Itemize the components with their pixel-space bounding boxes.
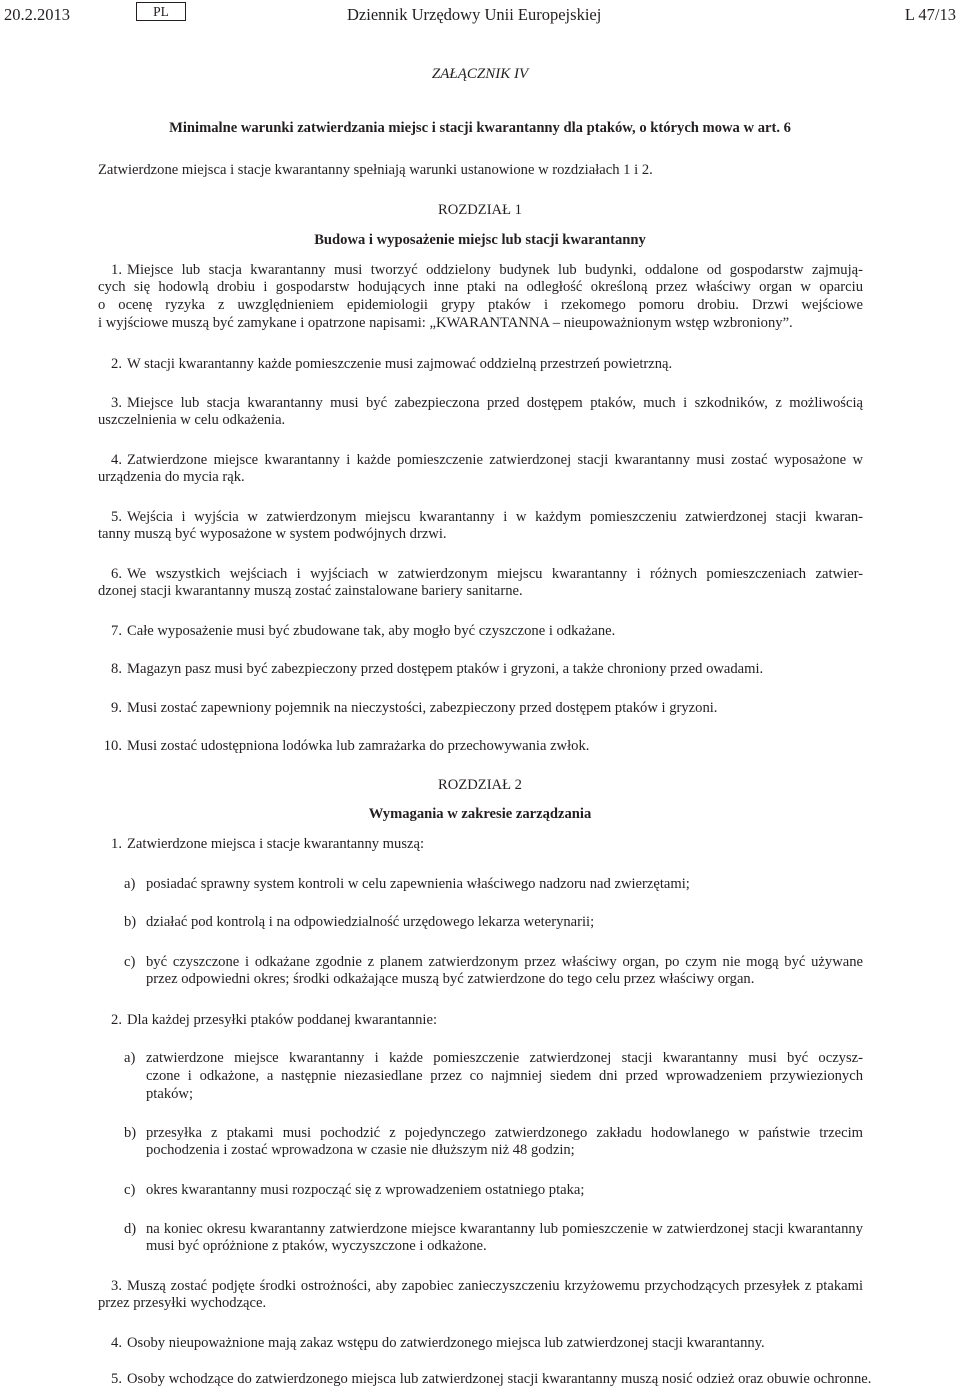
- ch1-point-3-text: Miejsce lub stacja kwarantanny musi być zabezpieczona przed dostępem ptaków, much i szkodników, z możliwością uszczelnienia w celu odkażenia.: [98, 395, 863, 429]
- ch2-p1-c-text: być czyszczone i odkażane zgodnie z planem zatwierdzonym przez właściwy organ, po czym nie mogą być używane przez odpowiedni okres; środki odkażające muszą być zatwierdzone do tego celu przez właściwy organ.: [146, 954, 863, 988]
- ch2-point-3-text: Muszą zostać podjęte środki ostrożności, aby zapobiec zanieczyszczeniu krzyżowemu przychodzących przesyłek z ptakami przez przesyłki wychodzące.: [98, 1278, 863, 1312]
- annex-title: Minimalne warunki zatwierdzania miejsc i stacji kwarantanny dla ptaków, o których mowa w art. 6: [169, 120, 791, 136]
- ch2-p1-a-label: a): [124, 876, 136, 892]
- ch2-p1-c-label: c): [124, 954, 136, 970]
- language-badge: PL: [136, 2, 186, 21]
- ch1-point-10-text: Musi zostać udostępniona lodówka lub zamrażarka do przechowywania zwłok.: [127, 738, 590, 754]
- ch1-point-8-number: 8.: [111, 661, 122, 677]
- ch2-point-4-number: 4.: [111, 1335, 122, 1351]
- ch1-point-4-number: 4.: [111, 452, 122, 468]
- chapter-1-heading: ROZDZIAŁ 1: [438, 202, 522, 218]
- ch1-point-2-text: W stacji kwarantanny każde pomieszczenie musi zajmować oddzielną przestrzeń powietrzną.: [127, 356, 673, 372]
- page-header: [0, 0, 960, 48]
- ch2-p2-c-label: c): [124, 1182, 136, 1198]
- ch1-p1-line-2: cych się hodowlą drobiu i gospodarstw hodujących inne ptaki na odległość określoną przez właściwy organ w oparciu: [98, 279, 863, 295]
- intro-text: Zatwierdzone miejsca i stacje kwarantanny spełniają warunki ustanowione w rozdziałach 1 i 2.: [98, 162, 653, 178]
- ch1-point-3-number: 3.: [111, 395, 122, 411]
- ch1-point-6-number: 6.: [111, 566, 122, 582]
- ch1-point-9-number: 9.: [111, 700, 122, 716]
- annex-label: ZAŁĄCZNIK IV: [431, 66, 529, 82]
- ch2-p1-b-text: działać pod kontrolą i na odpowiedzialność urzędowego lekarza weterynarii;: [146, 914, 595, 930]
- ch1-point-7-text: Całe wyposażenie musi być zbudowane tak, aby mogło być czyszczone i odkażane.: [127, 623, 616, 639]
- ch2-p1-b-label: b): [124, 914, 137, 930]
- ch2-p1-a-text: posiadać sprawny system kontroli w celu zapewnienia właściwego nadzoru nad zwierzętami;: [146, 876, 690, 892]
- publication-date: 20.2.2013: [4, 5, 70, 24]
- chapter-2-heading: ROZDZIAŁ 2: [438, 777, 522, 793]
- ch2-p2-d-label: d): [124, 1221, 137, 1237]
- ch2-p2-a-line-1: zatwierdzone miejsce kwarantanny i każde pomieszczenie zatwierdzonej stacji kwarantanny musi być oczysz-: [146, 1050, 863, 1066]
- ch1-point-6-line-2: dzonej stacji kwarantanny muszą zostać zainstalowane bariery sanitarne.: [98, 583, 523, 599]
- ch2-point-5-text: Osoby wchodzące do zatwierdzonego miejsca lub zatwierdzonej stacji kwarantanny muszą nosić odzież oraz obuwie ochronne.: [127, 1371, 872, 1387]
- ch2-p2-a-line-3: ptaków;: [146, 1086, 194, 1102]
- ch2-p2-d-text: na koniec okresu kwarantanny zatwierdzone miejsce kwarantanny lub pomieszczenie w zatwierdzonej stacji kwarantanny musi być opróżnione z ptaków, wyczyszczone i odkażone.: [146, 1221, 863, 1255]
- ch1-point-1-number: 1.: [111, 262, 122, 278]
- ch2-point-1-number: 1.: [111, 836, 122, 852]
- ch2-point-4-text: Osoby nieupoważnione mają zakaz wstępu do zatwierdzonego miejsca lub zatwierdzonej stacji kwarantanny.: [127, 1335, 765, 1351]
- ch2-p2-a-label: a): [124, 1050, 136, 1066]
- ch1-point-10-number: 10.: [103, 738, 122, 754]
- ch2-p2-b-label: b): [124, 1125, 137, 1141]
- ch1-point-7-number: 7.: [111, 623, 122, 639]
- ch2-p2-a-line-2: czone i odkażone, a następnie niezasiedlane przez co najmniej siedem dni przed wprowadzeniem przywiezionych: [146, 1068, 863, 1084]
- chapter-1-title: Budowa i wyposażenie miejsc lub stacji kwarantanny: [314, 232, 646, 248]
- ch1-point-5-line-2: tanny muszą być wyposażone w system podwójnych drzwi.: [98, 526, 447, 542]
- ch2-point-3-number: 3.: [111, 1278, 122, 1294]
- ch1-point-2-number: 2.: [111, 356, 122, 372]
- ch1-point-4-text: Zatwierdzone miejsce kwarantanny i każde pomieszczenie zatwierdzonej stacji kwarantanny musi zostać wyposażone w urządzenia do mycia rąk.: [98, 452, 863, 486]
- ch2-point-2-text: Dla każdej przesyłki ptaków poddanej kwarantannie:: [127, 1012, 438, 1028]
- ch1-p1-line-3: o ocenę ryzyka z uwzględnieniem epidemiologii grypy ptaków i rzekomego pomoru drobiu. Drzwi wejściowe: [98, 297, 863, 313]
- journal-title: Dziennik Urzędowy Unii Europejskiej: [347, 5, 602, 24]
- ch1-p1-line-4: i wyjściowe muszą być zamykane i opatrzone napisami: „KWARANTANNA – nieupoważnionym wstęp wzbroniony”.: [98, 315, 793, 331]
- ch2-p2-b-text: przesyłka z ptakami musi pochodzić z pojedynczego zatwierdzonego zakładu hodowlanego w państwie trzecim pochodzenia i zostać wprowadzona w czasie nie dłuższym niż 48 godzin;: [146, 1125, 863, 1159]
- ch1-point-6-line-1: We wszystkich wejściach i wyjściach w zatwierdzonym miejscu kwarantanny i różnych pomieszczeniach zatwier-: [127, 566, 863, 582]
- ch1-point-5-number: 5.: [111, 509, 122, 525]
- ch1-point-9-text: Musi zostać zapewniony pojemnik na nieczystości, zabezpieczony przed dostępem ptaków i gryzoni.: [127, 700, 718, 716]
- ch2-p2-c-text: okres kwarantanny musi rozpocząć się z wprowadzeniem ostatniego ptaka;: [146, 1182, 585, 1198]
- ch2-point-1-text: Zatwierdzone miejsca i stacje kwarantanny muszą:: [127, 836, 425, 852]
- chapter-2-title: Wymagania w zakresie zarządzania: [368, 806, 592, 822]
- ch2-point-2-number: 2.: [111, 1012, 122, 1028]
- ch1-point-5-line-1: Wejścia i wyjścia w zatwierdzonym miejscu kwarantanny i w każdym pomieszczeniu zatwierdzonej stacji kwaran-: [127, 509, 863, 525]
- ch1-point-8-text: Magazyn pasz musi być zabezpieczony przed dostępem ptaków i gryzoni, a także chroniony przed owadami.: [127, 661, 764, 677]
- ch1-p1-line-1: Miejsce lub stacja kwarantanny musi tworzyć oddzielony budynek lub budynki, oddalone od gospodarstw zajmują-: [127, 262, 863, 278]
- page-number: L 47/13: [904, 5, 956, 24]
- ch2-point-5-number: 5.: [111, 1371, 122, 1387]
